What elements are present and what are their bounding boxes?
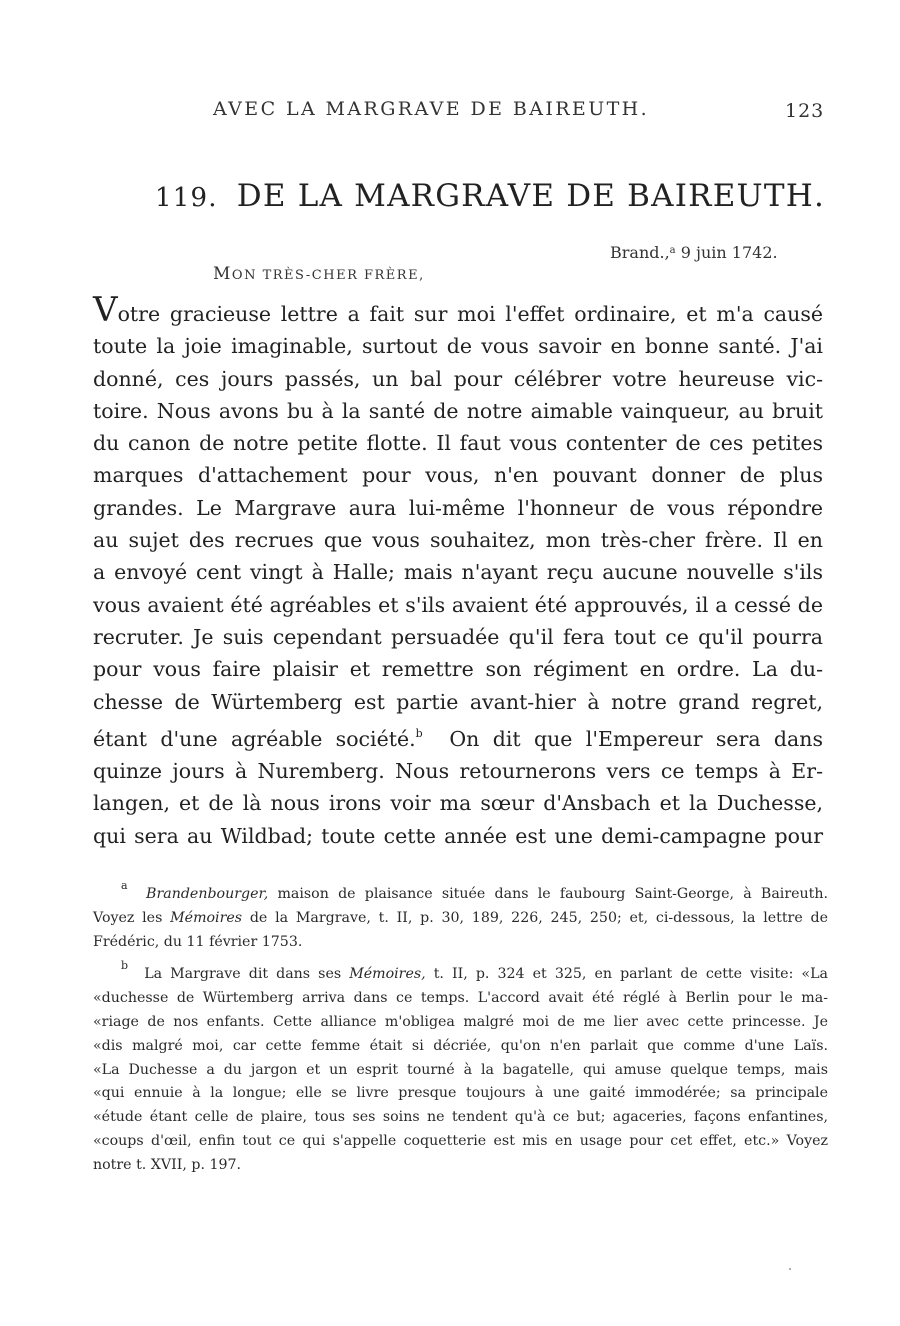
footnote-text: t. II, p. 324 et 325, en parlant de cette visite: «La: [433, 966, 828, 983]
body-line: Votre gracieuse lettre a fait sur moi l'effet ordinaire, et m'a causé: [93, 290, 823, 330]
dateline-date: 9 juin 1742.: [680, 243, 778, 262]
footnote-text: maison de plaisance située dans le faubourg Saint-George, à Baireuth.: [277, 886, 828, 902]
footnote-b-line: «dis malgré moi, car cette femme était si décriée, qu'on n'en parlait que comme d'une Laïs.: [93, 1037, 828, 1054]
footnote-text: de la Margrave, t. II, p. 30, 189, 226, 245, 250; et, ci-dessous, la lettre de: [249, 909, 828, 926]
footnote-ref-a: a: [669, 245, 676, 256]
body-line: au sujet des recrues que vous souhaitez, mon très-cher frère. Il en: [93, 528, 823, 553]
footnote-text: La Margrave dit dans ses: [144, 966, 342, 983]
footnote-ref-b: b: [415, 726, 423, 740]
footnote-b-line: «qui ennuie à la longue; elle se livre presque toujours à une gaité immodérée; sa principale: [93, 1085, 828, 1102]
footnote-a-line: [93, 874, 828, 907]
footnote-b-line: «coups d'œil, enfin tout ce qui s'appelle coquetterie est mis en usage pour cet effet, etc.» Voyez: [93, 1132, 828, 1149]
body-line: du canon de notre petite flotte. Il faut vous contenter de ces petites: [93, 431, 823, 456]
dateline-place: Brand.,: [610, 243, 670, 262]
footnote-b-line: notre t. XVII, p. 197.: [93, 1156, 242, 1173]
body-line: pour vous faire plaisir et remettre son régiment en ordre. La du-: [93, 657, 823, 682]
letter-title-text: DE LA MARGRAVE DE BAIREUTH.: [236, 178, 826, 214]
body-line-text: étant d'une agréable société.: [93, 726, 416, 751]
body-line: marques d'attachement pour vous, n'en pouvant donner de plus: [93, 463, 823, 488]
footnote-a-line: [93, 907, 828, 931]
body-line: a envoyé cent vingt à Halle; mais n'ayant reçu aucune nouvelle s'ils: [93, 560, 823, 585]
body-line: grandes. Le Margrave aura lui-même l'honneur de vous répondre: [93, 495, 823, 520]
body-line: qui sera au Wildbad; toute cette année est une demi-campagne pour: [93, 823, 823, 848]
body-line: vous avaient été agréables et s'ils avaient été approuvés, il a cessé de: [93, 592, 823, 617]
footnote-b-line: «riage de nos enfants. Cette alliance m'obligea malgré moi de me lier avec cette princesse. Je: [93, 1013, 828, 1030]
running-head: AVEC LA MARGRAVE DE BAIREUTH.: [213, 98, 650, 120]
body-line: [93, 718, 823, 755]
body-line: langen, et de là nous irons voir ma sœur d'Ansbach et la Duchesse,: [93, 791, 823, 816]
footnote-a-term: Brandenbourger,: [146, 886, 269, 902]
footnote-a-marker: a: [121, 879, 128, 892]
letter-title: [155, 178, 825, 214]
footnote-text: Voyez les: [93, 909, 163, 926]
footnote-b-marker: b: [121, 959, 129, 973]
body-line: chesse de Würtemberg est partie avant-hier à notre grand regret,: [93, 689, 823, 714]
footnote-b-line: «étude étant celle de plaire, tous ses soins ne tendent qu'à ce but; agaceries, façons enfantines,: [93, 1109, 828, 1126]
body-line: toire. Nous avons bu à la santé de notre aimable vainqueur, au bruit: [93, 398, 823, 423]
salutation-initial: M: [213, 264, 232, 284]
body-line: toute la joie imaginable, surtout de vous savoir en bonne santé. J'ai: [93, 334, 823, 359]
page-number: 123: [785, 100, 825, 122]
footnotes: [93, 874, 828, 1178]
footnote-b-line: [93, 954, 828, 987]
body-line-text: otre gracieuse lettre a fait sur moi l'effet ordinaire, et m'a causé: [117, 302, 823, 326]
page-speck: [789, 1268, 791, 1270]
body-line: quinze jours à Nuremberg. Nous retournerons vers ce temps à Er-: [93, 759, 823, 784]
dateline: [610, 243, 778, 262]
footnote-b-line: «La Duchesse a du jargon et un esprit tourné à la bagatelle, qui amuse quelque temps, mais: [93, 1061, 828, 1078]
salutation: [213, 264, 425, 284]
body-line: recruter. Je suis cependant persuadée qu'il fera tout ce qu'il pourra: [93, 624, 823, 649]
letter-number: 119.: [155, 183, 218, 213]
body-line: donné, ces jours passés, un bal pour célébrer votre heureuse vic-: [93, 366, 823, 391]
footnote-a-line: Frédéric, du 11 février 1753.: [93, 933, 303, 950]
footnote-work-title: Mémoires,: [349, 966, 426, 983]
body-line-text: On dit que l'Empereur sera dans: [449, 726, 823, 751]
salutation-rest: ON TRÈS-CHER FRÈRE,: [231, 268, 425, 283]
footnote-work-title: Mémoires: [170, 909, 243, 926]
footnote-b-line: «duchesse de Würtemberg arriva dans ce temps. L'accord avait été réglé à Berlin pour le ma-: [93, 990, 828, 1007]
letter-body: [93, 290, 823, 852]
